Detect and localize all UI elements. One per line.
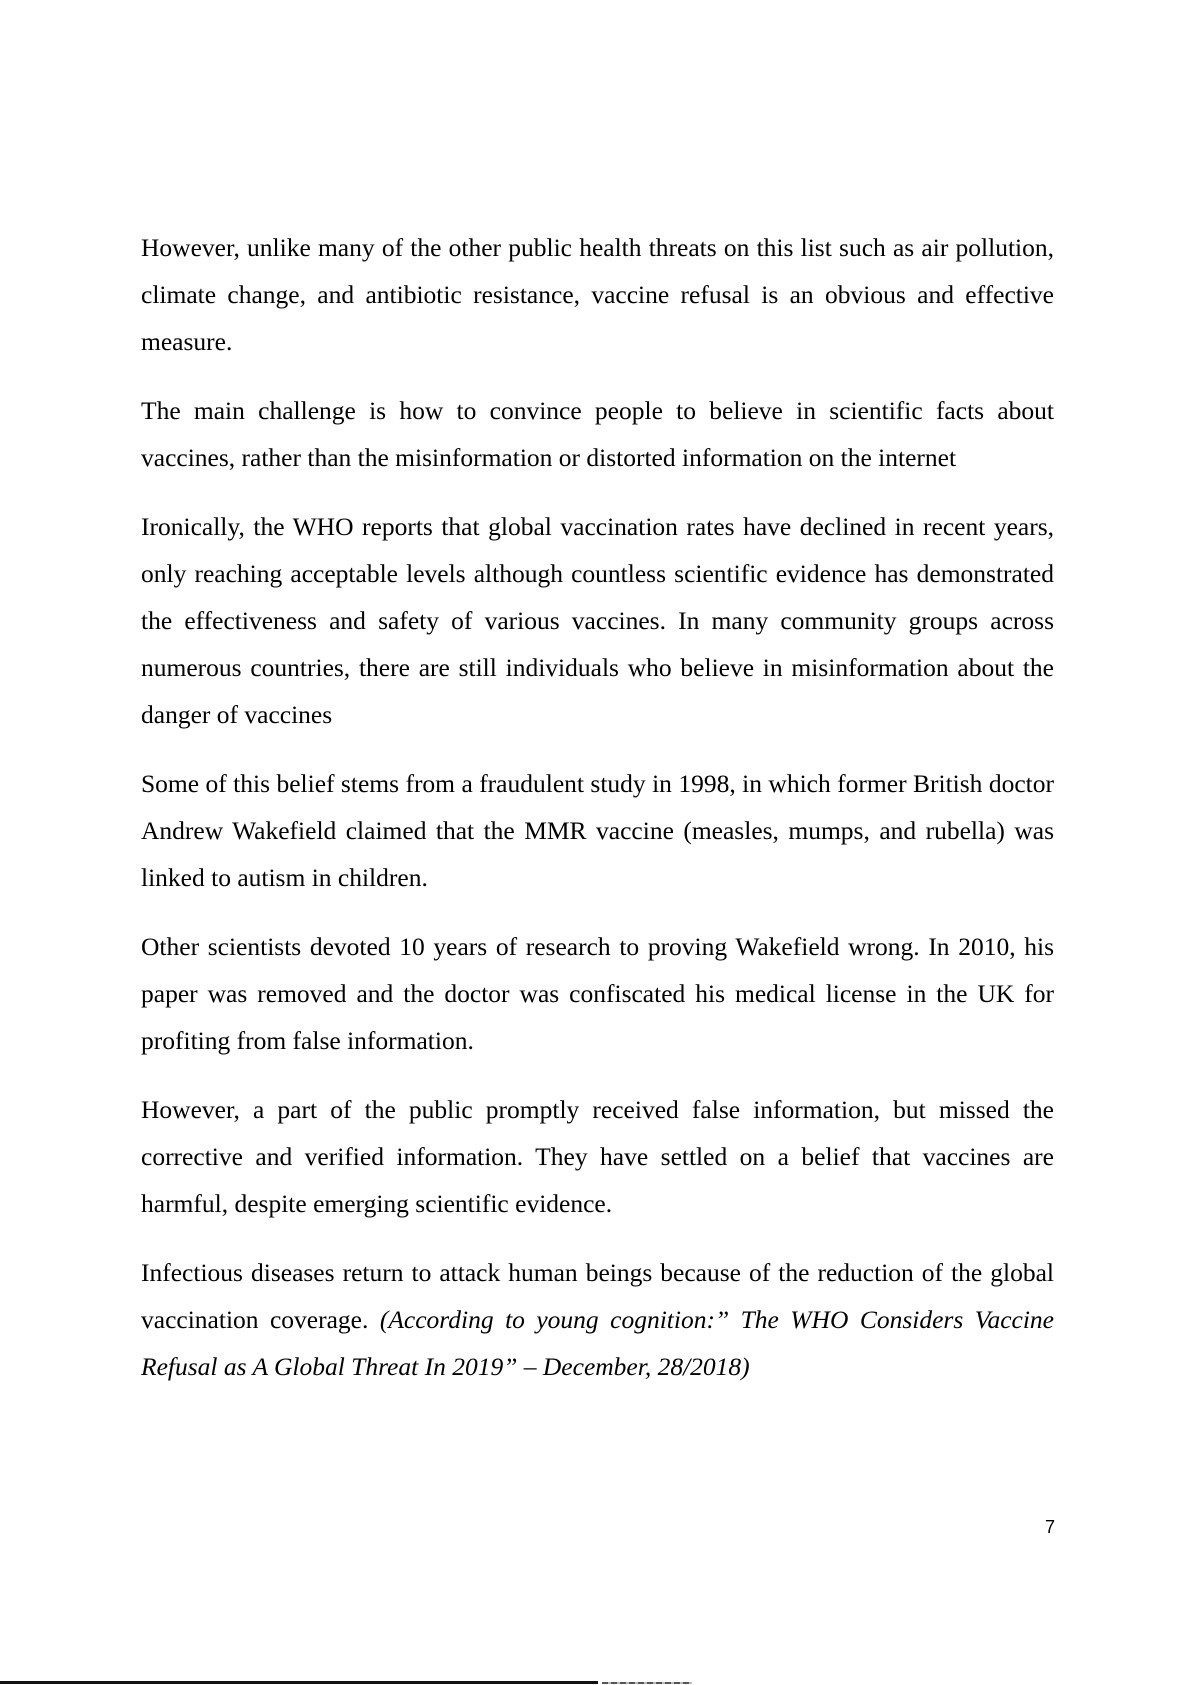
paragraph-scientists-disproved: Other scientists devoted 10 years of research to proving Wakefield wrong. In 2010, his paper was removed and the doctor was confiscated his medical license in the UK for profiting from false information. xyxy=(141,932,1054,1055)
paragraph-public-false-info: However, a part of the public promptly received false information, but missed the corrective and verified information. They have settled on a belief that vaccines are harmful, despite emerging scientific evidence. xyxy=(141,1095,1054,1218)
page-number: 7 xyxy=(1045,1517,1056,1537)
paragraph-public-health-threats: However, unlike many of the other public health threats on this list such as air pollution, climate change, and antibiotic resistance, vaccine refusal is an obvious and effective measure. xyxy=(141,233,1054,356)
paragraph-text: Infectious diseases return to attack human beings because of the reduction of the global vaccination coverage. xyxy=(141,1258,1054,1334)
paragraph-infectious-diseases xyxy=(141,1249,1054,1390)
document-body xyxy=(141,224,1054,1412)
page-bottom-rule xyxy=(0,1681,598,1684)
paragraph-who-report: Ironically, the WHO reports that global vaccination rates have declined in recent years, only reaching acceptable levels although countless scientific evidence has demonstrated the effectiveness and safety of various vaccines. In many community groups across numerous countries, there are still individuals who believe in misinformation about the danger of vaccines xyxy=(141,512,1054,729)
paragraph-wakefield-study: Some of this belief stems from a fraudulent study in 1998, in which former British doctor Andrew Wakefield claimed that the MMR vaccine (measles, mumps, and rubella) was linked to autism in children. xyxy=(141,769,1054,892)
paragraph-main-challenge: The main challenge is how to convince people to believe in scientific facts about vaccines, rather than the misinformation or distorted information on the internet xyxy=(141,396,1054,472)
citation: (According to young cognition:” The WHO Considers Vaccine Refusal as A Global Threat In 2019” – December, 28/2018) xyxy=(141,1305,1054,1381)
page-bottom-dash xyxy=(602,1682,692,1684)
